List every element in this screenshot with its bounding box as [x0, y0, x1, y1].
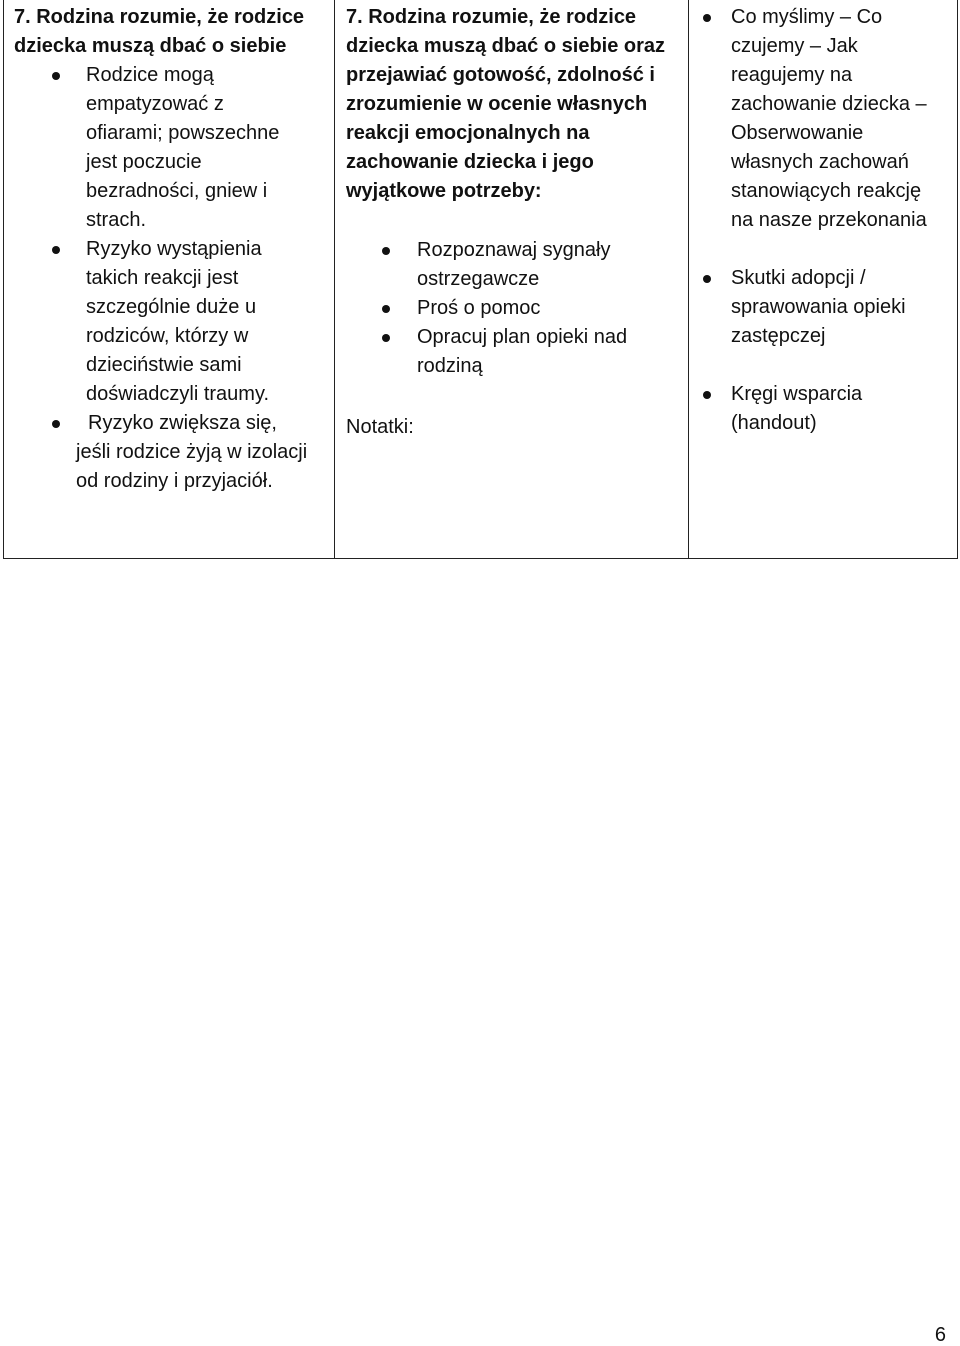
- notes-label: Notatki:: [346, 416, 414, 438]
- list-item: [335, 236, 667, 294]
- list-item: [689, 3, 946, 235]
- bullet-icon: [52, 72, 60, 80]
- list-item: [335, 294, 667, 323]
- list-item: [335, 323, 667, 381]
- column-1-heading: 7. Rodzina rozumie, że rodzice dziecka muszą dbać o siebie: [14, 6, 305, 57]
- bullet-icon: [52, 420, 60, 428]
- list-item: [4, 235, 306, 409]
- bullet-icon: [703, 391, 711, 399]
- list-item: [4, 409, 316, 496]
- column-1-bullet-list: [4, 61, 335, 496]
- bullet-icon: [703, 14, 711, 22]
- table-column-2: [335, 0, 689, 558]
- bullet-icon: [52, 246, 60, 254]
- list-item-text: Rodzice mogą empatyzować z ofiarami; powszechne jest poczucie bezradności, gniew i strach.: [86, 64, 280, 231]
- table-column-3: [689, 0, 956, 558]
- list-item-text: Opracuj plan opieki nad rodziną: [417, 326, 628, 377]
- table-column-1: [4, 0, 335, 558]
- list-item: [689, 264, 946, 351]
- list-item-text: Rozpoznawaj sygnały ostrzegawcze: [417, 239, 611, 290]
- list-item-text: Proś o pomoc: [417, 297, 541, 319]
- list-item-text: Kręgi wsparcia (handout): [731, 383, 863, 434]
- list-item: [4, 61, 306, 235]
- list-item-text: Skutki adopcji / sprawowania opieki zastępczej: [731, 267, 906, 347]
- list-item-text: Co myślimy – Co czujemy – Jak reagujemy na zachowanie dziecka – Obserwowanie własnych zachowań stanowiących reakcję na nasze przekonania: [731, 6, 927, 231]
- content-table: [3, 0, 958, 559]
- bullet-icon: [382, 305, 390, 313]
- column-2-heading: 7. Rodzina rozumie, że rodzice dziecka muszą dbać o siebie oraz przejawiać gotowość, zdolność i zrozumienie w ocenie własnych reakcji emocjonalnych na zachowanie dziecka i jego wyjątkowe potrzeby:: [346, 6, 666, 202]
- list-item: [689, 380, 946, 438]
- page-number: 6: [934, 1324, 946, 1346]
- bullet-icon: [703, 275, 711, 283]
- list-item-text: Ryzyko wystąpienia takich reakcji jest szczególnie duże u rodziców, którzy w dzieciństwie sami doświadczyli traumy.: [86, 238, 270, 405]
- list-item-text: Ryzyko zwiększa się, jeśli rodzice żyją w izolacji od rodziny i przyjaciół.: [76, 412, 308, 492]
- column-2-bullet-list: [335, 236, 689, 381]
- bullet-icon: [382, 334, 390, 342]
- bullet-icon: [382, 247, 390, 255]
- column-3-bullet-list: [689, 3, 956, 467]
